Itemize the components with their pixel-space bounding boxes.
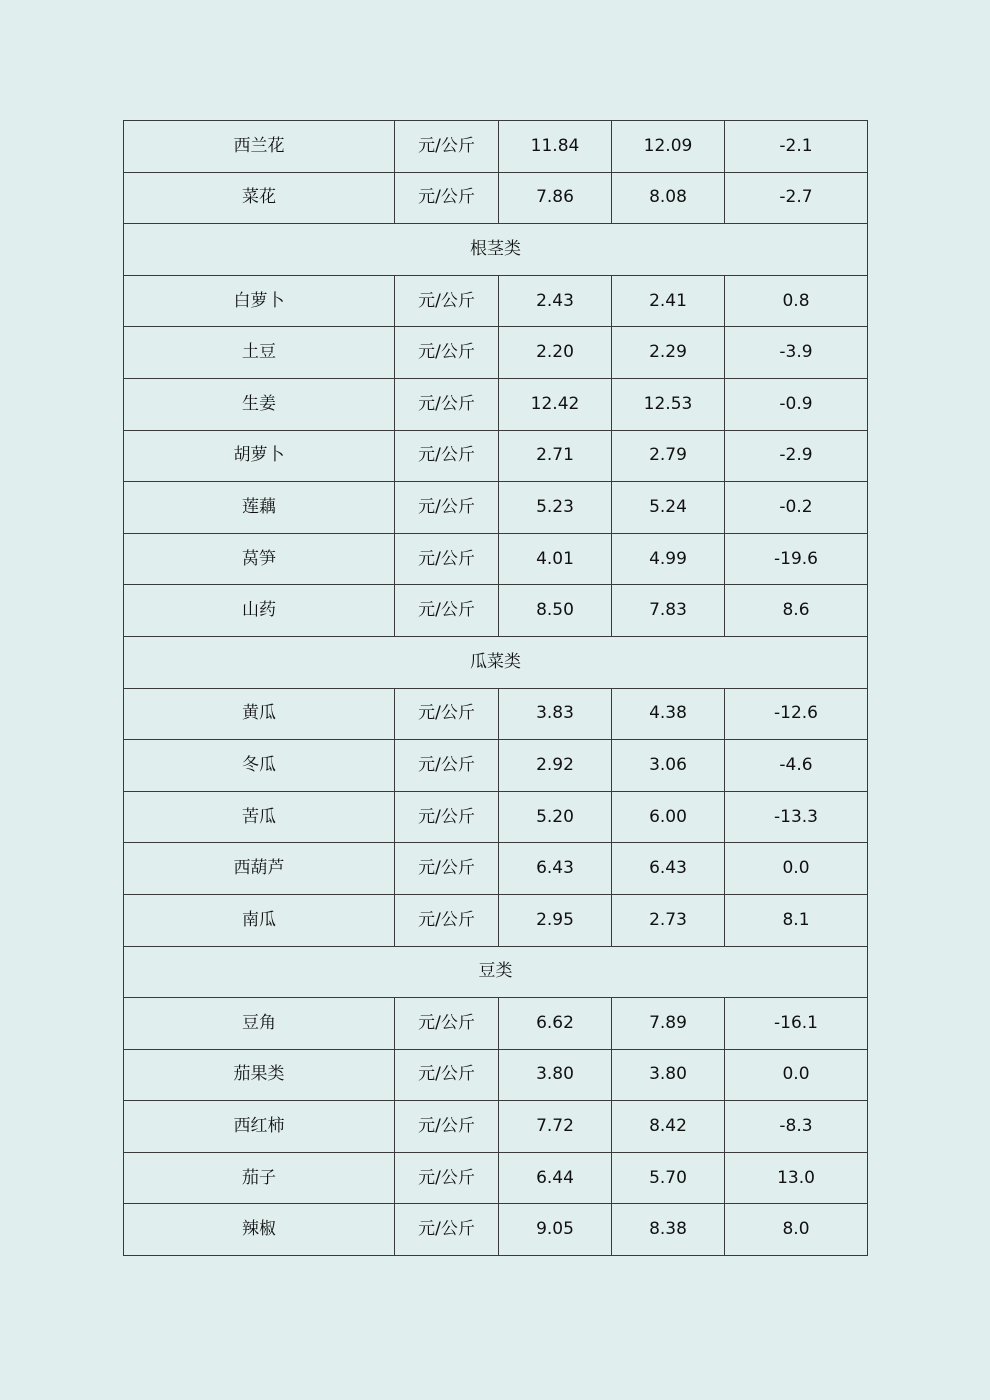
unit-cell: 元/公斤 xyxy=(395,1049,499,1101)
change-percent-cell: -2.7 xyxy=(725,172,868,224)
previous-price-cell: 3.06 xyxy=(612,740,725,792)
current-price-cell: 2.43 xyxy=(499,275,612,327)
previous-price-cell: 6.00 xyxy=(612,791,725,843)
current-price-cell: 8.50 xyxy=(499,585,612,637)
unit-cell: 元/公斤 xyxy=(395,1101,499,1153)
previous-price-cell: 3.80 xyxy=(612,1049,725,1101)
current-price-cell: 2.20 xyxy=(499,327,612,379)
previous-price-cell: 5.70 xyxy=(612,1152,725,1204)
item-name-cell: 茄果类 xyxy=(124,1049,395,1101)
current-price-cell: 12.42 xyxy=(499,378,612,430)
change-percent-cell: -16.1 xyxy=(725,998,868,1050)
table-row xyxy=(124,894,868,946)
item-name-cell: 莴笋 xyxy=(124,533,395,585)
current-price-cell: 9.05 xyxy=(499,1204,612,1256)
item-name-cell: 冬瓜 xyxy=(124,740,395,792)
current-price-cell: 5.20 xyxy=(499,791,612,843)
previous-price-cell: 2.73 xyxy=(612,894,725,946)
item-name-cell: 土豆 xyxy=(124,327,395,379)
table-row xyxy=(124,430,868,482)
change-percent-cell: -2.1 xyxy=(725,121,868,173)
change-percent-cell: -13.3 xyxy=(725,791,868,843)
change-percent-cell: -19.6 xyxy=(725,533,868,585)
item-name-cell: 西兰花 xyxy=(124,121,395,173)
unit-cell: 元/公斤 xyxy=(395,327,499,379)
unit-cell: 元/公斤 xyxy=(395,275,499,327)
item-name-cell: 南瓜 xyxy=(124,894,395,946)
current-price-cell: 2.92 xyxy=(499,740,612,792)
current-price-cell: 6.62 xyxy=(499,998,612,1050)
previous-price-cell: 8.08 xyxy=(612,172,725,224)
unit-cell: 元/公斤 xyxy=(395,172,499,224)
unit-cell: 元/公斤 xyxy=(395,740,499,792)
price-table-body xyxy=(124,121,868,1256)
change-percent-cell: 8.6 xyxy=(725,585,868,637)
item-name-cell: 西葫芦 xyxy=(124,843,395,895)
previous-price-cell: 2.79 xyxy=(612,430,725,482)
item-name-cell: 茄子 xyxy=(124,1152,395,1204)
unit-cell: 元/公斤 xyxy=(395,843,499,895)
previous-price-cell: 7.83 xyxy=(612,585,725,637)
unit-cell: 元/公斤 xyxy=(395,791,499,843)
previous-price-cell: 2.29 xyxy=(612,327,725,379)
change-percent-cell: 0.0 xyxy=(725,1049,868,1101)
previous-price-cell: 2.41 xyxy=(612,275,725,327)
table-row xyxy=(124,998,868,1050)
unit-cell: 元/公斤 xyxy=(395,585,499,637)
current-price-cell: 6.44 xyxy=(499,1152,612,1204)
category-row xyxy=(124,946,868,998)
category-row xyxy=(124,224,868,276)
table-row xyxy=(124,585,868,637)
current-price-cell: 4.01 xyxy=(499,533,612,585)
unit-cell: 元/公斤 xyxy=(395,998,499,1050)
table-row xyxy=(124,327,868,379)
previous-price-cell: 8.38 xyxy=(612,1204,725,1256)
item-name-cell: 豆角 xyxy=(124,998,395,1050)
unit-cell: 元/公斤 xyxy=(395,121,499,173)
change-percent-cell: -8.3 xyxy=(725,1101,868,1153)
item-name-cell: 菜花 xyxy=(124,172,395,224)
previous-price-cell: 6.43 xyxy=(612,843,725,895)
table-row xyxy=(124,275,868,327)
table-row xyxy=(124,843,868,895)
current-price-cell: 2.95 xyxy=(499,894,612,946)
change-percent-cell: 8.0 xyxy=(725,1204,868,1256)
table-row xyxy=(124,1049,868,1101)
item-name-cell: 苦瓜 xyxy=(124,791,395,843)
current-price-cell: 7.86 xyxy=(499,172,612,224)
category-label: 根茎类 xyxy=(124,224,868,276)
current-price-cell: 7.72 xyxy=(499,1101,612,1153)
current-price-cell: 11.84 xyxy=(499,121,612,173)
previous-price-cell: 12.09 xyxy=(612,121,725,173)
item-name-cell: 胡萝卜 xyxy=(124,430,395,482)
category-label: 豆类 xyxy=(124,946,868,998)
table-row xyxy=(124,533,868,585)
current-price-cell: 3.80 xyxy=(499,1049,612,1101)
change-percent-cell: -12.6 xyxy=(725,688,868,740)
table-row xyxy=(124,740,868,792)
table-row xyxy=(124,1152,868,1204)
table-row xyxy=(124,121,868,173)
change-percent-cell: -0.9 xyxy=(725,378,868,430)
unit-cell: 元/公斤 xyxy=(395,688,499,740)
previous-price-cell: 5.24 xyxy=(612,482,725,534)
unit-cell: 元/公斤 xyxy=(395,378,499,430)
item-name-cell: 西红柿 xyxy=(124,1101,395,1153)
item-name-cell: 辣椒 xyxy=(124,1204,395,1256)
table-row xyxy=(124,1204,868,1256)
category-row xyxy=(124,636,868,688)
change-percent-cell: 13.0 xyxy=(725,1152,868,1204)
table-row xyxy=(124,172,868,224)
table-row xyxy=(124,1101,868,1153)
previous-price-cell: 8.42 xyxy=(612,1101,725,1153)
item-name-cell: 生姜 xyxy=(124,378,395,430)
change-percent-cell: -4.6 xyxy=(725,740,868,792)
item-name-cell: 莲藕 xyxy=(124,482,395,534)
table-row xyxy=(124,378,868,430)
table-row xyxy=(124,482,868,534)
category-label: 瓜菜类 xyxy=(124,636,868,688)
change-percent-cell: 0.8 xyxy=(725,275,868,327)
change-percent-cell: -2.9 xyxy=(725,430,868,482)
change-percent-cell: -3.9 xyxy=(725,327,868,379)
price-table xyxy=(123,120,868,1256)
previous-price-cell: 4.99 xyxy=(612,533,725,585)
unit-cell: 元/公斤 xyxy=(395,1152,499,1204)
unit-cell: 元/公斤 xyxy=(395,482,499,534)
current-price-cell: 6.43 xyxy=(499,843,612,895)
previous-price-cell: 4.38 xyxy=(612,688,725,740)
item-name-cell: 白萝卜 xyxy=(124,275,395,327)
unit-cell: 元/公斤 xyxy=(395,894,499,946)
previous-price-cell: 12.53 xyxy=(612,378,725,430)
current-price-cell: 3.83 xyxy=(499,688,612,740)
item-name-cell: 黄瓜 xyxy=(124,688,395,740)
current-price-cell: 5.23 xyxy=(499,482,612,534)
table-row xyxy=(124,791,868,843)
unit-cell: 元/公斤 xyxy=(395,533,499,585)
unit-cell: 元/公斤 xyxy=(395,430,499,482)
change-percent-cell: 8.1 xyxy=(725,894,868,946)
change-percent-cell: -0.2 xyxy=(725,482,868,534)
previous-price-cell: 7.89 xyxy=(612,998,725,1050)
current-price-cell: 2.71 xyxy=(499,430,612,482)
unit-cell: 元/公斤 xyxy=(395,1204,499,1256)
change-percent-cell: 0.0 xyxy=(725,843,868,895)
table-row xyxy=(124,688,868,740)
item-name-cell: 山药 xyxy=(124,585,395,637)
